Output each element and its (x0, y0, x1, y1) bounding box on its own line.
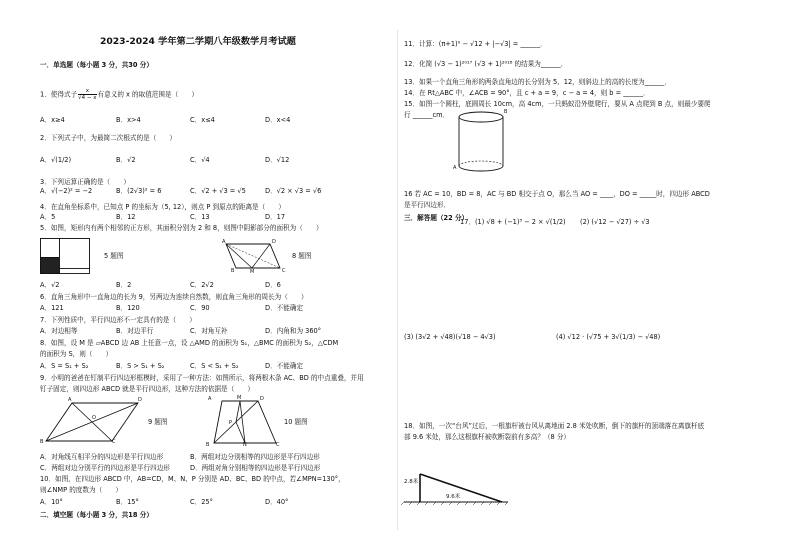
q15-cylinder-figure (456, 110, 506, 176)
q7-option-c: C．对角互补 (190, 327, 228, 335)
q6-option-c: C．90 (190, 304, 210, 312)
q1-option-c: C．x≤4 (190, 116, 215, 124)
q10-label-m: M (237, 395, 242, 401)
q2-option-a: A．√(1/2) (40, 156, 72, 164)
q9-stem-line2: 钉子固定，则四边形 ABCD 就是平行四边形，这种方法的依据是（ ） (40, 385, 255, 393)
q9-label-d: D (138, 397, 142, 403)
q7-option-a: A．对边相等 (40, 327, 78, 335)
q17-part3: (3) (3√2 + √48)(√18 − 4√3) (404, 333, 496, 341)
q1-stem: 1．使得式子 $\frac{x}{√4 - x}$ 有意义的 x 的取值范围是（ ） (40, 88, 198, 101)
q2-stem: 2．下列式子中，为最简二次根式的是（ ） (40, 134, 177, 142)
q9-stem-line1: 9．小明的爸爸在钉制平行四边形框模时，采用了一种方法：如图所示，将两根木条 AC、BD 的中点重叠，并用 (40, 374, 364, 382)
section-single-choice: 一．单选题（每小题 3 分，共30 分） (40, 61, 153, 69)
q18-flagpole-figure (404, 468, 514, 508)
q10-option-b: B．15° (116, 498, 139, 506)
q18-stem-line2: 部 9.6 米处，那么这根旗杆被吹断裂前有多高？（8 分） (404, 433, 571, 441)
q8-option-b: B．S > S₁ + S₂ (116, 362, 165, 370)
q8-label-a: A (222, 239, 226, 245)
q10-option-d: D．40° (265, 498, 289, 506)
section-fill-in: 二．填空题（每小题 3 分，共18 分） (40, 511, 153, 519)
q10-label-b: B (206, 442, 210, 448)
q5-option-b: B．2 (116, 281, 132, 289)
q5-option-a: A．√2 (40, 281, 60, 289)
q10-label-a: A (208, 396, 212, 402)
q16-stem-line1: 16 若 AC = 10，BD = 8，AC 与 BD 相交于点 O，那么当 AO = ____，DO = _____时，四边形 ABCD (404, 190, 710, 198)
q6-option-b: B．120 (116, 304, 140, 312)
q10-label-c: C (276, 442, 280, 448)
q10-label-p: P (229, 420, 233, 426)
q10-label-n: N (243, 442, 247, 448)
q8-label-c: C (282, 268, 286, 274)
q10-option-a: A．10° (40, 498, 63, 506)
q7-option-b: B．对边平行 (116, 327, 154, 335)
q6-option-a: A．121 (40, 304, 64, 312)
q1-option-b: B．x>4 (116, 116, 141, 124)
q8-label-d: D (272, 239, 276, 245)
q3-option-a: A．√(−2)² = −2 (40, 187, 93, 195)
q18-height-label: 2.8米 (404, 479, 419, 485)
q18-distance-label: 9.6米 (446, 494, 461, 500)
q4-option-d: D．17 (265, 213, 286, 221)
q10-figure-caption: 10 题图 (284, 418, 308, 426)
q15-label-b: B (504, 109, 508, 115)
q7-option-d: D．内角和为 360° (265, 327, 322, 335)
exam-title: 2023-2024 学年第二学期八年级数学月考试题 (100, 36, 296, 47)
q5-option-d: D．6 (265, 281, 281, 289)
q14-stem: 14．在 Rt△ABC 中，∠ACB = 90°，且 c + a = 9，c − a = 4，则 b = ______． (404, 89, 650, 97)
q9-label-o: O (92, 415, 96, 421)
q8-label-b: B (231, 268, 235, 274)
q10-stem-line2: 则∠NMP 的度数为（ ） (40, 486, 122, 494)
q8-stem-line2: 的面积为 S，则（ ） (40, 350, 113, 358)
q8-option-d: D．不能确定 (265, 362, 304, 370)
q8-figure-caption: 8 题图 (292, 252, 312, 260)
q7-stem: 7．下列性质中，平行四边形不一定具有的是（ ） (40, 316, 196, 324)
q17-part1: 17．(1) √8 + (−1)³ − 2 × √(1/2) (460, 218, 566, 226)
q8-option-a: A．S = S₁ + S₂ (40, 362, 89, 370)
section-answer: 三．解答题（22 分） (404, 214, 469, 222)
q9-figure (44, 401, 140, 445)
q2-option-c: C．√4 (190, 156, 210, 164)
q10-option-c: C．25° (190, 498, 213, 506)
q9-option-d: D．两组对角分别相等的四边形是平行四边形 (190, 464, 321, 472)
q15-stem-line1: 15．如图一个圆柱，底圆周长 10cm，高 4cm，一只蚂蚁沿外壁爬行，要从 A 点爬到 B 点，则最少要爬 (404, 100, 711, 108)
q2-option-d: D．√12 (265, 156, 290, 164)
q6-option-d: D．不能确定 (265, 304, 304, 312)
q2-option-b: B．√2 (116, 156, 136, 164)
q16-stem-line2: 是平行四边形． (404, 201, 451, 209)
q3-stem: 3．下列运算正确的是（ ） (40, 178, 130, 186)
q6-stem: 6．直角三角形中一直角边的长为 9，另两边为连续自然数，则直角三角形的周长为（ ） (40, 293, 308, 301)
q3-option-b: B．(2√3)² = 6 (116, 187, 162, 195)
q8-stem-line1: 8．如图，设 M 是 ▱ABCD 边 AB 上任意一点，设 △AMD 的面积为 S₁，△BMC 的面积为 S₂，△CDM (40, 339, 339, 347)
q9-label-c: C (112, 439, 116, 445)
q13-stem: 13．如果一个直角三角形的两条直角边的长分别为 5、12，则斜边上的高的长度为______． (404, 78, 672, 86)
q5-figure (40, 238, 90, 274)
q3-option-c: C．√2 + √3 = √5 (190, 187, 246, 195)
q4-stem: 4．在直角坐标系中，已知点 P 的坐标为（5, 12），则点 P 到原点的距离是（ ） (40, 203, 286, 211)
q4-option-a: A．5 (40, 213, 56, 221)
q12-stem: 12．化简 (√3 − 1)²⁰¹⁷ (√3 + 1)²⁰¹⁸ 的结果为______． (404, 60, 568, 68)
q9-option-a: A．对角线互相平分的四边形是平行四边形 (40, 453, 164, 461)
q18-stem-line1: 18．如图，一次“台风”过后，一根旗杆被台风从离地面 2.8 米处吹断，倒下的旗杆的顶端落在离旗杆底 (404, 422, 705, 430)
q9-figure-caption: 9 题图 (148, 418, 168, 426)
q8-label-m: M (250, 269, 255, 275)
q15-label-a: A (453, 165, 457, 171)
q3-option-d: D．√2 × √3 = √6 (265, 187, 322, 195)
q5-option-c: C．2√2 (190, 281, 214, 289)
q5-stem: 5．如图，矩形内有两个相邻的正方形，其面积分别为 2 和 8，则图中阴影部分的面积为（ ） (40, 224, 323, 232)
column-divider (397, 30, 398, 530)
q10-figure (212, 399, 278, 445)
q1-option-d: D．x<4 (265, 116, 291, 124)
q1-option-a: A．x≥4 (40, 116, 65, 124)
q1-numerator: x (78, 88, 96, 95)
q11-stem: 11．计算：(π+1)⁰ − √12 + |−√3| = ______． (404, 40, 547, 48)
q9-label-a: A (68, 397, 72, 403)
q4-option-b: B．12 (116, 213, 136, 221)
q8-option-c: C．S < S₁ + S₂ (190, 362, 239, 370)
q4-option-c: C．13 (190, 213, 210, 221)
q9-option-b: B．两组对边分别相等的四边形是平行四边形 (190, 453, 320, 461)
q9-option-c: C．两组对边分别平行的四边形是平行四边形 (40, 464, 170, 472)
q9-label-b: B (40, 439, 44, 445)
q5-figure-caption: 5 题图 (104, 252, 124, 260)
q10-label-d: D (260, 396, 264, 402)
q10-stem-line1: 10．如图，在四边形 ABCD 中，AB=CD，M、N、P 分别是 AD、BC、BD 的中点，若∠MPN=130°， (40, 475, 345, 483)
q17-part2: (2) (√12 − √27) ÷ √3 (580, 218, 650, 226)
q1-denominator: √4 − x (78, 95, 97, 101)
q15-stem-line2: 行 ______cm． (404, 111, 450, 119)
q17-part4: (4) √12 · (√75 + 3√(1/3) − √48) (556, 333, 661, 341)
